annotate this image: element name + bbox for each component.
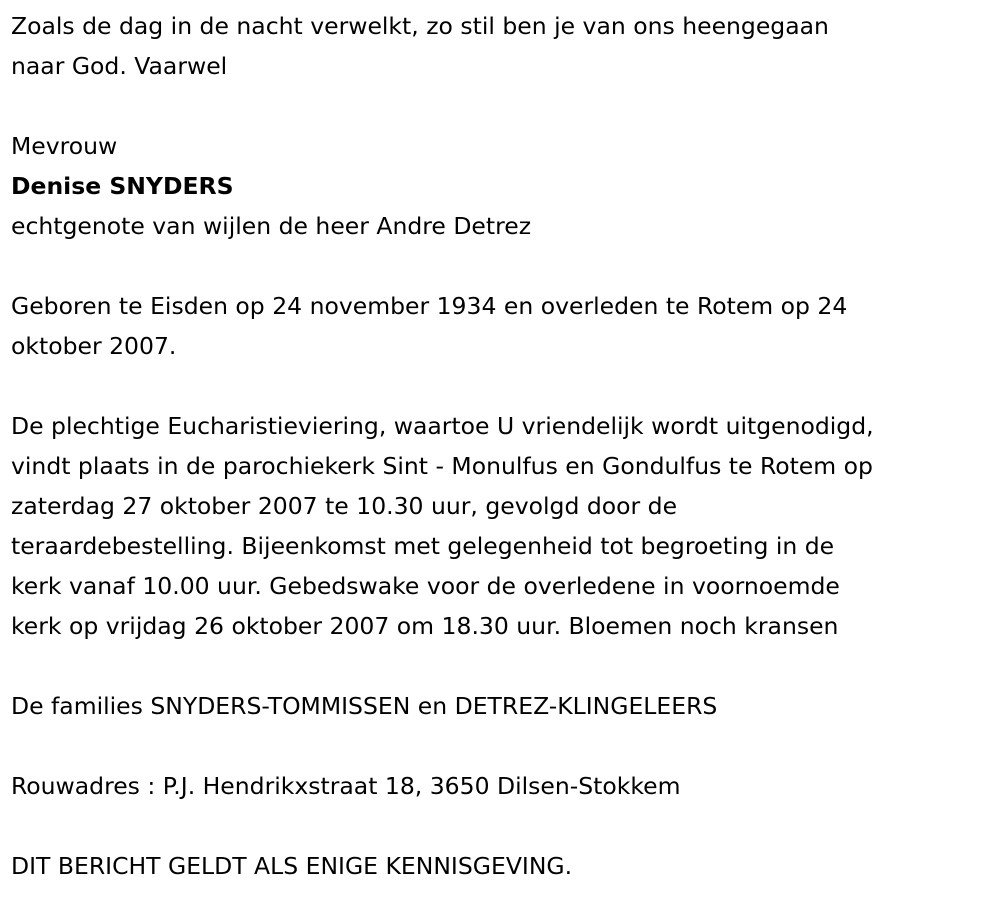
ceremony-line: De plechtige Eucharistieviering, waartoe U vriendelijk wordt uitgenodigd, (11, 412, 874, 440)
relation-line: echtgenote van wijlen de heer Andre Detrez (11, 212, 532, 240)
ceremony-line: kerk op vrijdag 26 oktober 2007 om 18.30 uur. Bloemen noch kransen (11, 612, 839, 640)
ceremony-paragraph (11, 406, 996, 646)
birth-death-line-1: Geboren te Eisden op 24 november 1934 en overleden te Rotem op 24 (11, 292, 848, 320)
opening-verse-line-2: naar God. Vaarwel (11, 52, 228, 80)
birth-death-paragraph (11, 286, 996, 366)
opening-verse (11, 6, 996, 86)
families-line: De families SNYDERS-TOMMISSEN en DETREZ-KLINGELEERS (11, 692, 718, 720)
salutation: Mevrouw (11, 132, 118, 160)
ceremony-line: teraardebestelling. Bijeenkomst met gelegenheid tot begroeting in de (11, 532, 835, 560)
ceremony-line: zaterdag 27 oktober 2007 te 10.30 uur, gevolgd door de (11, 492, 678, 520)
ceremony-line: vindt plaats in de parochiekerk Sint - Monulfus en Gondulfus te Rotem op (11, 452, 873, 480)
mourning-address: Rouwadres : P.J. Hendrikxstraat 18, 3650 Dilsen-Stokkem (11, 772, 681, 800)
opening-verse-line-1: Zoals de dag in de nacht verwelkt, zo stil ben je van ons heengegaan (11, 12, 829, 40)
birth-death-line-2: oktober 2007. (11, 332, 177, 360)
official-notice: DIT BERICHT GELDT ALS ENIGE KENNISGEVING. (11, 852, 573, 880)
deceased-name: Denise SNYDERS (11, 172, 234, 200)
obituary-document (11, 6, 996, 886)
ceremony-line: kerk vanaf 10.00 uur. Gebedswake voor de overledene in voornoemde (11, 572, 840, 600)
